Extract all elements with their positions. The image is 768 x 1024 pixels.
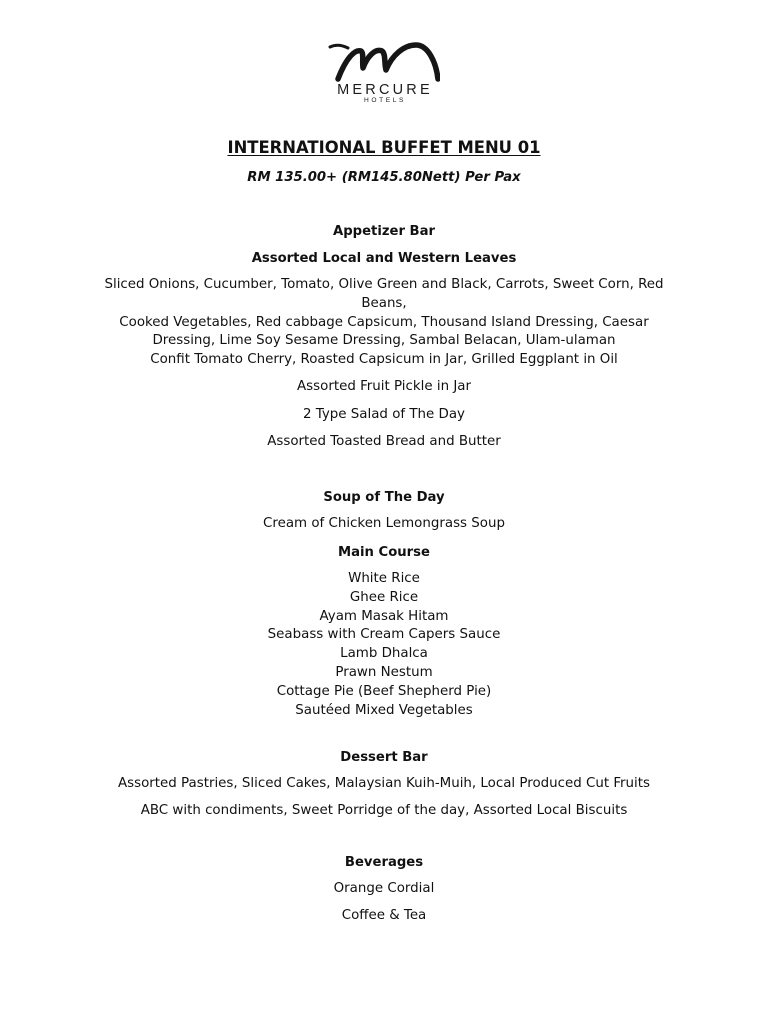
menu-line: Assorted Fruit Pickle in Jar xyxy=(297,379,471,395)
menu-block xyxy=(0,775,768,794)
menu-title: INTERNATIONAL BUFFET MENU 01 xyxy=(227,138,541,157)
menu-line: White Rice xyxy=(348,571,420,586)
section-heading: Main Course xyxy=(338,545,430,560)
menu-line: Assorted Pastries, Sliced Cakes, Malaysian Kuih-Muih, Local Produced Cut Fruits xyxy=(118,776,650,791)
logo-brand-text: MERCURE xyxy=(337,82,433,98)
menu-line: Sliced Onions, Cucumber, Tomato, Olive Green and Black, Carrots, Sweet Corn, Red Beans, xyxy=(104,277,664,311)
menu-line: Cooked Vegetables, Red cabbage Capsicum, Thousand Island Dressing, Caesar Dressing, Lime Soy Sesame Dressing, Sambal Belacan, Ulam-ulaman xyxy=(119,314,649,349)
menu-line: Seabass with Cream Capers Sauce xyxy=(267,627,501,643)
menu-price: RM 135.00+ (RM145.80Nett) Per Pax xyxy=(247,170,521,185)
menu-line: Sautéed Mixed Vegetables xyxy=(295,702,473,718)
menu-block xyxy=(0,433,768,452)
menu-line: Lamb Dhalca xyxy=(340,646,428,662)
menu-line: Ayam Masak Hitam xyxy=(319,608,449,624)
soup-section xyxy=(0,488,768,534)
main-course-section xyxy=(0,543,768,720)
section-heading: Soup of The Day xyxy=(323,490,445,505)
menu-line: Coffee & Tea xyxy=(341,908,427,924)
section-subheading: Assorted Local and Western Leaves xyxy=(251,251,517,266)
menu-line: Assorted Toasted Bread and Butter xyxy=(267,433,501,449)
mercure-logo xyxy=(314,42,454,112)
menu-line: ABC with condiments, Sweet Porridge of the day, Assorted Local Biscuits xyxy=(140,803,628,819)
menu-block xyxy=(0,406,768,425)
menu-line: Orange Cordial xyxy=(333,881,435,896)
logo-sub-text: HOTELS xyxy=(364,97,406,104)
section-heading: Beverages xyxy=(344,855,424,870)
menu-block xyxy=(0,570,768,720)
beverages-section xyxy=(0,853,768,926)
appetizer-section xyxy=(0,222,768,452)
menu-line: Cream of Chicken Lemongrass Soup xyxy=(263,516,505,531)
menu-block xyxy=(0,802,768,821)
menu-block xyxy=(0,515,768,534)
menu-block xyxy=(0,378,768,397)
section-heading: Appetizer Bar xyxy=(332,224,436,239)
menu-line: Cottage Pie (Beef Shepherd Pie) xyxy=(276,683,492,699)
menu-line: 2 Type Salad of The Day xyxy=(303,406,465,422)
menu-block xyxy=(0,880,768,899)
mercure-m-logo-icon xyxy=(328,42,440,82)
dessert-section xyxy=(0,748,768,821)
menu-line: Ghee Rice xyxy=(349,589,419,605)
menu-line: Confit Tomato Cherry, Roasted Capsicum in Jar, Grilled Eggplant in Oil xyxy=(150,352,618,368)
menu-block xyxy=(0,276,768,370)
menu-block xyxy=(0,907,768,926)
section-heading: Dessert Bar xyxy=(340,750,428,765)
menu-line: Prawn Nestum xyxy=(335,664,433,680)
